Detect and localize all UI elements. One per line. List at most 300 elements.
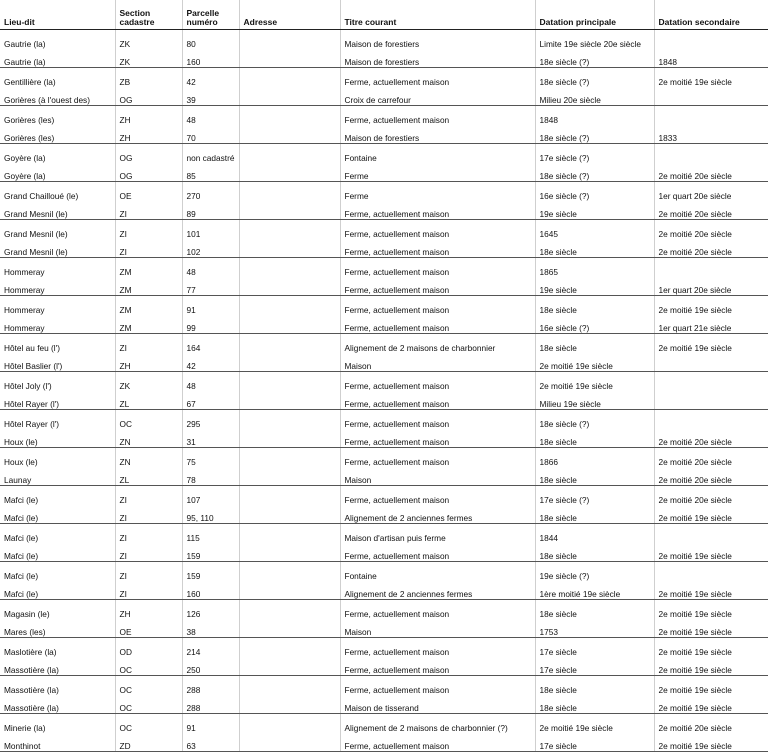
cell-titre: Ferme, actuellement maison <box>340 486 535 505</box>
cell-section: ZI <box>115 201 182 220</box>
cell-datation-secondaire: 2e moitié 19e siècle <box>654 505 768 524</box>
table-row <box>0 714 768 733</box>
cell-datation-principale: 18e siècle <box>535 676 654 695</box>
cell-datation-principale: 1ère moitié 19e siècle <box>535 581 654 600</box>
cell-titre: Ferme, actuellement maison <box>340 733 535 752</box>
cell-titre: Ferme, actuellement maison <box>340 315 535 334</box>
cell-adresse <box>239 87 340 106</box>
cell-adresse <box>239 505 340 524</box>
cell-parcelle: 270 <box>182 182 239 201</box>
cell-lieu-dit: Hommeray <box>4 304 45 315</box>
cell-lieu-dit: Goyère (la) <box>0 163 115 182</box>
cell-titre: Ferme, actuellement maison <box>340 296 535 315</box>
cell-parcelle: 102 <box>182 239 239 258</box>
cell-datation-secondaire: 1833 <box>654 125 768 144</box>
cell-datation-principale: 18e siècle (?) <box>535 125 654 144</box>
table-row <box>0 258 768 277</box>
cell-datation-secondaire: 2e moitié 19e siècle <box>654 657 768 676</box>
cell-lieu-dit: Hommeray <box>0 277 115 296</box>
cell-lieu-dit: Mares (les) <box>0 619 115 638</box>
table-row <box>0 182 768 201</box>
cell-lieu-dit: Mafci (le) <box>0 581 115 600</box>
cell-datation-principale: 18e siècle <box>535 695 654 714</box>
cell-parcelle: non cadastré <box>182 144 239 163</box>
cell-lieu-dit: Minerie (la) <box>4 722 46 733</box>
cell-datation-secondaire: 2e moitié 20e siècle <box>654 201 768 220</box>
cell-adresse <box>239 638 340 657</box>
cell-datation-secondaire: 2e moitié 19e siècle <box>654 581 768 600</box>
cell-datation-principale: 17e siècle (?) <box>535 486 654 505</box>
cell-datation-secondaire: 2e moitié 19e siècle <box>654 676 768 695</box>
cell-datation-secondaire: 2e moitié 20e siècle <box>654 220 768 239</box>
cell-titre: Fontaine <box>340 144 535 163</box>
cell-lieu-dit: Mafci (le) <box>4 570 39 581</box>
cell-datation-principale: 1866 <box>535 448 654 467</box>
cell-datation-secondaire <box>654 106 768 125</box>
cell-section: ZI <box>115 239 182 258</box>
cell-datation-secondaire: 2e moitié 19e siècle <box>654 334 768 353</box>
cell-datation-secondaire: 2e moitié 19e siècle <box>654 296 768 315</box>
cell-titre: Ferme, actuellement maison <box>340 391 535 410</box>
cell-datation-secondaire: 2e moitié 20e siècle <box>654 714 768 733</box>
cell-parcelle: 214 <box>182 638 239 657</box>
table-row <box>0 695 768 714</box>
cell-titre: Ferme, actuellement maison <box>340 429 535 448</box>
cell-parcelle: 63 <box>182 733 239 752</box>
cell-section: ZK <box>115 372 182 391</box>
cell-datation-secondaire <box>654 258 768 277</box>
cell-lieu-dit: Massotière (la) <box>4 684 59 695</box>
cell-section: ZB <box>115 68 182 87</box>
cell-adresse <box>239 334 340 353</box>
table-row <box>0 334 768 353</box>
cell-parcelle: 101 <box>182 220 239 239</box>
cell-section: ZH <box>115 600 182 619</box>
table-row <box>0 372 768 391</box>
cell-parcelle: 126 <box>182 600 239 619</box>
cell-lieu-dit: Mafci (le) <box>0 543 115 562</box>
cell-datation-principale: 18e siècle (?) <box>535 163 654 182</box>
cell-parcelle: 288 <box>182 676 239 695</box>
table-row <box>0 657 768 676</box>
table-row <box>0 220 768 239</box>
cell-datation-principale: 2e moitié 19e siècle <box>535 353 654 372</box>
table-row <box>0 239 768 258</box>
cell-parcelle: 91 <box>182 296 239 315</box>
cell-lieu-dit: Houx (le) <box>4 456 38 467</box>
cell-section: ZK <box>115 49 182 68</box>
cell-lieu-dit: Mafci (le) <box>4 532 39 543</box>
cell-adresse <box>239 676 340 695</box>
cell-adresse <box>239 239 340 258</box>
cell-titre: Ferme, actuellement maison <box>340 239 535 258</box>
cell-datation-secondaire: 1er quart 21e siècle <box>654 315 768 334</box>
cell-adresse <box>239 258 340 277</box>
cell-adresse <box>239 49 340 68</box>
cell-adresse <box>239 163 340 182</box>
header-datation-principale: Datation principale <box>535 0 654 30</box>
cell-titre: Alignement de 2 maisons de charbonnier <box>340 334 535 353</box>
cell-section: OG <box>115 163 182 182</box>
cell-section: ZL <box>115 467 182 486</box>
cell-section: OC <box>115 714 182 733</box>
cell-lieu-dit: Goyère (la) <box>4 152 46 163</box>
table-row <box>0 391 768 410</box>
cell-lieu-dit: Houx (le) <box>0 429 115 448</box>
cell-datation-principale: 16e siècle (?) <box>535 182 654 201</box>
cell-adresse <box>239 448 340 467</box>
cell-adresse <box>239 220 340 239</box>
cell-datation-secondaire <box>654 372 768 391</box>
cell-adresse <box>239 106 340 125</box>
cell-parcelle: 91 <box>182 714 239 733</box>
cell-datation-principale: 1753 <box>535 619 654 638</box>
cell-section: OG <box>115 144 182 163</box>
cell-adresse <box>239 581 340 600</box>
cell-titre: Ferme, actuellement maison <box>340 258 535 277</box>
cell-adresse <box>239 315 340 334</box>
cell-parcelle: 38 <box>182 619 239 638</box>
cell-lieu-dit: Grand Mesnil (le) <box>0 201 115 220</box>
cell-section: ZH <box>115 353 182 372</box>
table-row <box>0 562 768 581</box>
cell-lieu-dit: Gautrie (la) <box>0 49 115 68</box>
cell-adresse <box>239 562 340 581</box>
cell-lieu-dit: Gautrie (la) <box>4 38 46 49</box>
table-row <box>0 524 768 543</box>
cell-titre: Croix de carrefour <box>340 87 535 106</box>
cell-lieu-dit: Hommeray <box>0 315 115 334</box>
cell-adresse <box>239 125 340 144</box>
table-row <box>0 619 768 638</box>
cell-datation-secondaire: 2e moitié 19e siècle <box>654 68 768 87</box>
table-row <box>0 296 768 315</box>
cell-adresse <box>239 277 340 296</box>
header-titre-courant: Titre courant <box>340 0 535 30</box>
cell-datation-secondaire: 1er quart 20e siècle <box>654 182 768 201</box>
cell-datation-secondaire <box>654 524 768 543</box>
cell-parcelle: 75 <box>182 448 239 467</box>
cell-adresse <box>239 714 340 733</box>
cell-section: ZK <box>115 30 182 49</box>
cell-parcelle: 77 <box>182 277 239 296</box>
cell-lieu-dit: Gentillière (la) <box>4 76 56 87</box>
cell-adresse <box>239 486 340 505</box>
cell-section: ZM <box>115 315 182 334</box>
cell-titre: Ferme, actuellement maison <box>340 410 535 429</box>
header-datation-secondaire: Datation secondaire <box>654 0 768 30</box>
cell-section: ZM <box>115 277 182 296</box>
cell-adresse <box>239 733 340 752</box>
cell-section: ZI <box>115 334 182 353</box>
cell-datation-principale: 18e siècle <box>535 296 654 315</box>
cell-titre: Maison <box>340 467 535 486</box>
cell-adresse <box>239 144 340 163</box>
cell-datation-principale: 18e siècle <box>535 239 654 258</box>
cell-datation-principale: 18e siècle <box>535 467 654 486</box>
cell-titre: Maison de tisserand <box>340 695 535 714</box>
table-row <box>0 353 768 372</box>
table-row <box>0 448 768 467</box>
cell-section: ZI <box>115 543 182 562</box>
cell-adresse <box>239 543 340 562</box>
cell-datation-principale: 18e siècle (?) <box>535 49 654 68</box>
cell-parcelle: 99 <box>182 315 239 334</box>
cell-datation-secondaire <box>654 391 768 410</box>
cell-lieu-dit: Gorières (les) <box>4 114 55 125</box>
cell-parcelle: 164 <box>182 334 239 353</box>
cell-datation-secondaire: 2e moitié 20e siècle <box>654 448 768 467</box>
cell-section: OG <box>115 87 182 106</box>
cell-section: ZH <box>115 125 182 144</box>
cell-adresse <box>239 372 340 391</box>
cell-datation-principale: 18e siècle <box>535 505 654 524</box>
table-row <box>0 600 768 619</box>
header-adresse: Adresse <box>239 0 340 30</box>
cell-datation-principale: 18e siècle <box>535 334 654 353</box>
cell-titre: Ferme, actuellement maison <box>340 277 535 296</box>
cell-lieu-dit: Gorières (les) <box>0 125 115 144</box>
cell-section: OE <box>115 182 182 201</box>
table-row <box>0 676 768 695</box>
cell-lieu-dit: Hommeray <box>4 266 45 277</box>
cell-titre: Ferme, actuellement maison <box>340 220 535 239</box>
table-row <box>0 505 768 524</box>
cell-datation-secondaire: 2e moitié 20e siècle <box>654 486 768 505</box>
cell-datation-principale: 18e siècle <box>535 429 654 448</box>
cell-section: ZD <box>115 733 182 752</box>
cell-titre: Maison d'artisan puis ferme <box>340 524 535 543</box>
cell-lieu-dit: Hôtel au feu (l') <box>4 342 60 353</box>
cell-adresse <box>239 391 340 410</box>
cell-datation-principale: 19e siècle <box>535 277 654 296</box>
cell-parcelle: 288 <box>182 695 239 714</box>
cell-parcelle: 95, 110 <box>182 505 239 524</box>
cell-datation-principale: Limite 19e siècle 20e siècle <box>535 30 654 49</box>
cell-parcelle: 70 <box>182 125 239 144</box>
cell-lieu-dit: Gorières (à l'ouest des) <box>0 87 115 106</box>
cell-titre: Ferme <box>340 163 535 182</box>
cell-parcelle: 42 <box>182 353 239 372</box>
cell-datation-principale: Milieu 19e siècle <box>535 391 654 410</box>
cell-datation-secondaire: 2e moitié 19e siècle <box>654 695 768 714</box>
cell-adresse <box>239 600 340 619</box>
table-row <box>0 467 768 486</box>
cell-lieu-dit: Massotière (la) <box>0 657 115 676</box>
cell-datation-principale: 17e siècle <box>535 733 654 752</box>
cell-adresse <box>239 524 340 543</box>
cell-lieu-dit: Hôtel Rayer (l') <box>0 391 115 410</box>
cell-datation-principale: 18e siècle (?) <box>535 410 654 429</box>
cell-titre: Ferme, actuellement maison <box>340 676 535 695</box>
cell-adresse <box>239 410 340 429</box>
cell-parcelle: 160 <box>182 581 239 600</box>
cell-datation-principale: 1865 <box>535 258 654 277</box>
cell-section: OC <box>115 657 182 676</box>
cell-datation-secondaire: 2e moitié 20e siècle <box>654 467 768 486</box>
cell-section: ZI <box>115 486 182 505</box>
table-row <box>0 277 768 296</box>
cell-datation-principale: 18e siècle <box>535 543 654 562</box>
cell-parcelle: 295 <box>182 410 239 429</box>
cell-adresse <box>239 695 340 714</box>
cell-lieu-dit: Grand Mesnil (le) <box>4 228 68 239</box>
table-row <box>0 125 768 144</box>
cell-titre: Ferme, actuellement maison <box>340 201 535 220</box>
cell-parcelle: 160 <box>182 49 239 68</box>
table-row <box>0 68 768 87</box>
cell-titre: Ferme <box>340 182 535 201</box>
cell-section: OC <box>115 676 182 695</box>
cell-titre: Ferme, actuellement maison <box>340 600 535 619</box>
table-row <box>0 201 768 220</box>
table-row <box>0 106 768 125</box>
cell-parcelle: 48 <box>182 258 239 277</box>
cell-datation-principale: 17e siècle (?) <box>535 144 654 163</box>
cell-lieu-dit: Grand Chailloué (le) <box>4 190 79 201</box>
cell-datation-secondaire: 2e moitié 19e siècle <box>654 638 768 657</box>
cell-titre: Ferme, actuellement maison <box>340 543 535 562</box>
table-row <box>0 581 768 600</box>
table-row <box>0 638 768 657</box>
cell-adresse <box>239 201 340 220</box>
cell-adresse <box>239 353 340 372</box>
cell-lieu-dit: Mafci (le) <box>4 494 39 505</box>
cell-titre: Alignement de 2 maisons de charbonnier (?) <box>340 714 535 733</box>
cell-datation-secondaire <box>654 144 768 163</box>
cell-section: ZI <box>115 220 182 239</box>
cell-titre: Alignement de 2 anciennes fermes <box>340 505 535 524</box>
cell-section: ZI <box>115 524 182 543</box>
cell-lieu-dit: Magasin (le) <box>4 608 50 619</box>
cell-parcelle: 85 <box>182 163 239 182</box>
cell-titre: Maison de forestiers <box>340 49 535 68</box>
cell-adresse <box>239 296 340 315</box>
cell-section: ZI <box>115 581 182 600</box>
cell-lieu-dit: Launay <box>0 467 115 486</box>
cell-datation-secondaire <box>654 353 768 372</box>
cell-datation-secondaire: 2e moitié 20e siècle <box>654 239 768 258</box>
cell-adresse <box>239 619 340 638</box>
table-row <box>0 49 768 68</box>
cell-lieu-dit: Hôtel Rayer (l') <box>4 418 60 429</box>
cell-adresse <box>239 68 340 87</box>
cell-adresse <box>239 429 340 448</box>
cell-datation-principale: 18e siècle <box>535 600 654 619</box>
cell-parcelle: 42 <box>182 68 239 87</box>
cell-lieu-dit: Monthinot <box>0 733 115 752</box>
cell-titre: Ferme, actuellement maison <box>340 372 535 391</box>
cell-datation-secondaire: 2e moitié 19e siècle <box>654 733 768 752</box>
cell-datation-secondaire <box>654 87 768 106</box>
cell-datation-principale: 16e siècle (?) <box>535 315 654 334</box>
cell-parcelle: 115 <box>182 524 239 543</box>
cell-titre: Ferme, actuellement maison <box>340 448 535 467</box>
cell-titre: Maison de forestiers <box>340 125 535 144</box>
cell-section: ZH <box>115 106 182 125</box>
cell-datation-secondaire: 1848 <box>654 49 768 68</box>
table-body <box>0 30 768 752</box>
cell-datation-secondaire: 2e moitié 19e siècle <box>654 619 768 638</box>
cell-parcelle: 107 <box>182 486 239 505</box>
cell-titre: Ferme, actuellement maison <box>340 638 535 657</box>
cell-parcelle: 39 <box>182 87 239 106</box>
cell-datation-principale: 17e siècle <box>535 657 654 676</box>
cell-datation-secondaire: 2e moitié 20e siècle <box>654 429 768 448</box>
cell-datation-principale: 1844 <box>535 524 654 543</box>
cell-datation-secondaire <box>654 410 768 429</box>
cell-lieu-dit: Hôtel Joly (l') <box>4 380 52 391</box>
cell-parcelle: 31 <box>182 429 239 448</box>
cell-section: ZI <box>115 505 182 524</box>
cell-lieu-dit: Massotière (la) <box>0 695 115 714</box>
cell-adresse <box>239 30 340 49</box>
cell-titre: Maison de forestiers <box>340 30 535 49</box>
cell-adresse <box>239 182 340 201</box>
table-row <box>0 30 768 49</box>
cell-section: ZI <box>115 562 182 581</box>
header-parcelle-numero: Parcelle numéro <box>182 0 239 30</box>
cell-parcelle: 159 <box>182 562 239 581</box>
table-header-row <box>0 0 768 30</box>
cell-datation-principale: 17e siècle <box>535 638 654 657</box>
cell-datation-secondaire: 2e moitié 20e siècle <box>654 163 768 182</box>
cell-titre: Maison <box>340 353 535 372</box>
cell-parcelle: 80 <box>182 30 239 49</box>
cell-parcelle: 250 <box>182 657 239 676</box>
cell-datation-principale: 19e siècle <box>535 201 654 220</box>
cell-parcelle: 89 <box>182 201 239 220</box>
cell-datation-principale: 1848 <box>535 106 654 125</box>
cell-datation-secondaire <box>654 30 768 49</box>
table-row <box>0 87 768 106</box>
cell-section: OD <box>115 638 182 657</box>
cell-lieu-dit: Mafci (le) <box>0 505 115 524</box>
header-section-cadastre: Section cadastre <box>115 0 182 30</box>
cell-section: ZN <box>115 448 182 467</box>
cell-section: ZM <box>115 296 182 315</box>
cell-section: OC <box>115 410 182 429</box>
cell-datation-principale: 18e siècle (?) <box>535 68 654 87</box>
cell-parcelle: 159 <box>182 543 239 562</box>
cell-datation-principale: Milieu 20e siècle <box>535 87 654 106</box>
cell-titre: Ferme, actuellement maison <box>340 657 535 676</box>
cell-titre: Ferme, actuellement maison <box>340 106 535 125</box>
cell-titre: Maison <box>340 619 535 638</box>
cell-titre: Fontaine <box>340 562 535 581</box>
cell-datation-principale: 2e moitié 19e siècle <box>535 372 654 391</box>
cell-lieu-dit: Hôtel Baslier (l') <box>0 353 115 372</box>
cell-parcelle: 48 <box>182 372 239 391</box>
cell-section: ZM <box>115 258 182 277</box>
cell-datation-principale: 2e moitié 19e siècle <box>535 714 654 733</box>
table-row <box>0 315 768 334</box>
table-row <box>0 144 768 163</box>
cell-parcelle: 67 <box>182 391 239 410</box>
table-row <box>0 429 768 448</box>
cell-titre: Alignement de 2 anciennes fermes <box>340 581 535 600</box>
table-row <box>0 543 768 562</box>
cell-datation-secondaire <box>654 562 768 581</box>
cell-parcelle: 78 <box>182 467 239 486</box>
table-row <box>0 486 768 505</box>
cell-adresse <box>239 467 340 486</box>
cell-datation-secondaire: 2e moitié 19e siècle <box>654 543 768 562</box>
table-row <box>0 163 768 182</box>
table-row <box>0 733 768 752</box>
cell-section: ZL <box>115 391 182 410</box>
cell-section: OC <box>115 695 182 714</box>
